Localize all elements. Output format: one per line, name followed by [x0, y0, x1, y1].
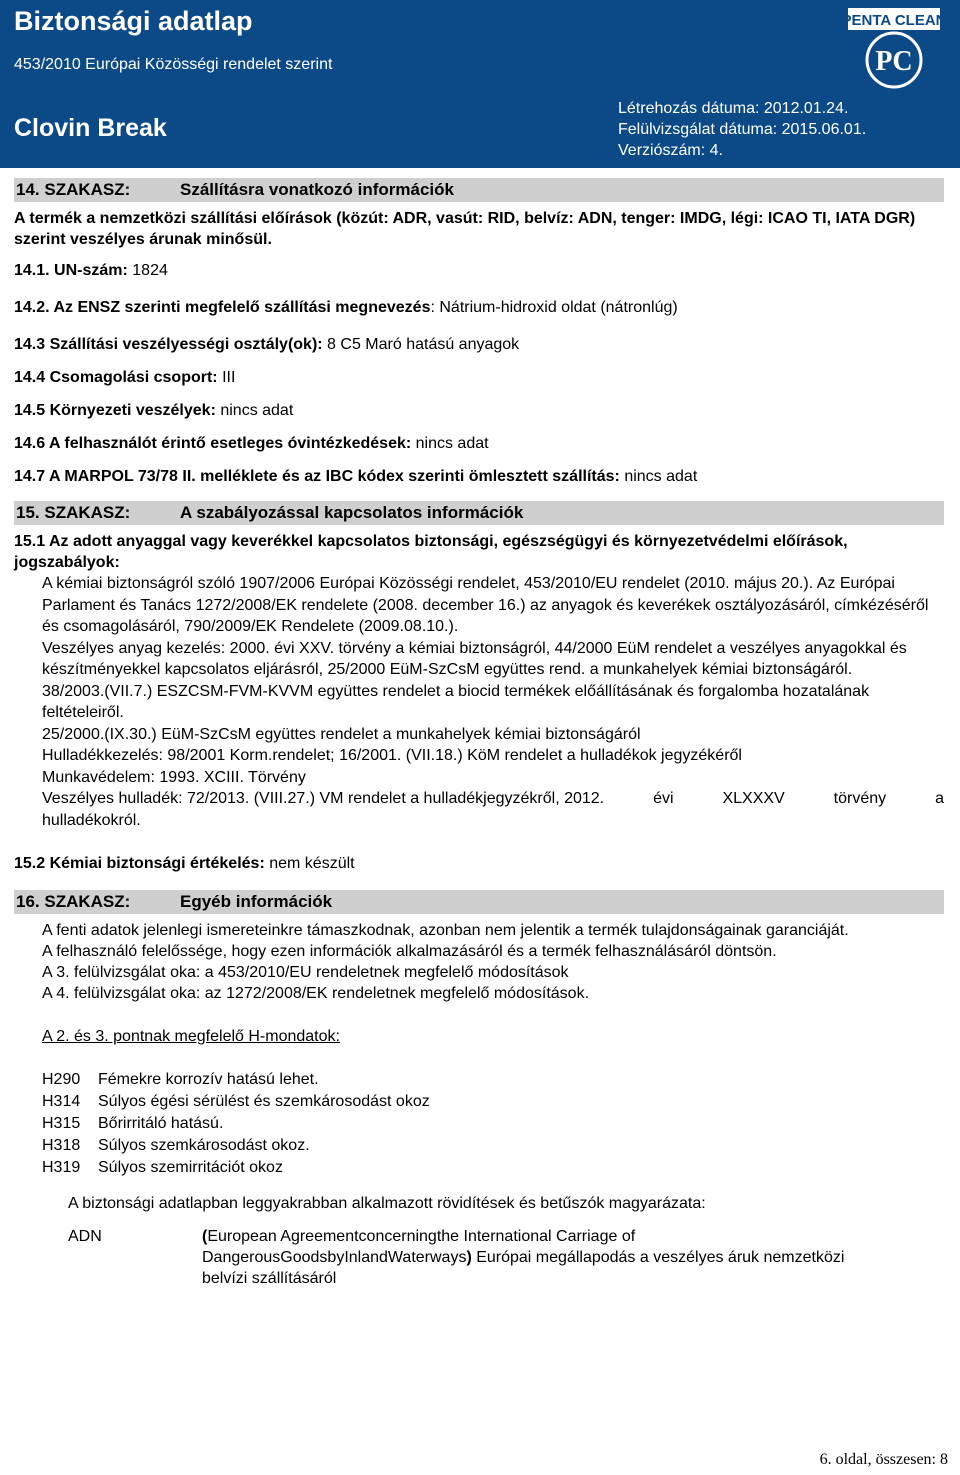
item-label: 15.2 Kémiai biztonsági értékelés: — [14, 855, 265, 872]
info-paragraph: A felhasználó felelőssége, hogy ezen információk alkalmazásáról és a termék felhasználásáról döntsön. — [42, 943, 777, 960]
regulation-part: Veszélyes hulladék: 72/2013. (VIII.27.) VM rendelet a hulladékjegyzékről, 2012. — [42, 790, 605, 807]
item-label: 14.7 A MARPOL 73/78 II. melléklete és az IBC kódex szerinti ömlesztett szállítás: — [14, 468, 620, 485]
h-text: Bőrirritáló hatású. — [98, 1115, 224, 1132]
h-text: Fémekre korrozív hatású lehet. — [98, 1071, 319, 1088]
regulation-part: a — [935, 790, 944, 807]
regulations-heading: 15.1 Az adott anyaggal vagy keverékkel kapcsolatos biztonsági, egészségügyi és környezetvédelmi előírások, jogszabályok: — [14, 533, 848, 571]
item-14-4 — [14, 367, 944, 388]
regulation-text: 38/2003.(VII.7.) ESZCSM-FVM-KVVM együttes rendelet a biocid termékek előállításának és forgalomba hozatalának feltételeiről. — [42, 682, 870, 721]
section-15-header — [14, 501, 944, 525]
abbreviations-title: A biztonsági adatlapban leggyakrabban alkalmazott rövidítések és betűszók magyarázata: — [68, 1195, 706, 1212]
h-code: H319 — [42, 1159, 81, 1176]
h-code: H290 — [42, 1071, 81, 1088]
reviewed-date: Felülvizsgálat dátuma: 2015.06.01. — [618, 121, 867, 138]
document-header — [0, 0, 960, 168]
section-title: Szállításra vonatkozó információk — [180, 180, 454, 199]
product-name: Clovin Break — [14, 114, 167, 142]
created-date: Létrehozás dátuma: 2012.01.24. — [618, 100, 849, 117]
info-paragraph: A 4. felülvizsgálat oka: az 1272/2008/EK rendeletnek megfelelő módosítások. — [42, 985, 590, 1002]
h-statement-row — [14, 1157, 944, 1179]
item-14-2 — [14, 297, 944, 318]
item-value: nem készült — [264, 855, 355, 872]
regulations-list — [14, 573, 944, 831]
item-value: nincs adat — [411, 435, 489, 452]
section-number: 14. SZAKASZ: — [16, 180, 131, 199]
item-14-3 — [14, 334, 944, 355]
penta-clean-logo-icon — [842, 4, 946, 90]
item-label: 14.2. Az ENSZ szerinti megfelelő szállítási megnevezés — [14, 299, 431, 316]
item-value: III — [217, 369, 236, 386]
section-title: Egyéb információk — [180, 892, 333, 911]
h-statement-row — [14, 1091, 944, 1113]
h-statement-row — [14, 1113, 944, 1135]
regulation-part: XLXXXV — [722, 790, 785, 807]
item-15-2 — [14, 853, 944, 874]
regulation-text: 25/2000.(IX.30.) EüM-SzCsM együttes rendelet a munkahelyek kémiai biztonságáról — [42, 725, 641, 743]
section-16-header — [14, 890, 944, 914]
regulation-text: Veszélyes anyag kezelés: 2000. évi XXV. törvény a kémiai biztonságról, 44/2000 EüM rendelet a veszélyes anyagokkal és készítményekkel kapcsolatos eljárásról, 25/2000 EüM-SzCsM együttes rend. a munkahelyek kémiai biztonságáról. — [42, 639, 907, 678]
item-value: : Nátrium-hidroxid oldat (nátronlúg) — [430, 299, 678, 316]
abbreviation-key: ADN — [68, 1228, 102, 1245]
h-code: H314 — [42, 1093, 81, 1110]
section-number: 16. SZAKASZ: — [16, 892, 131, 911]
abbreviation-row — [14, 1226, 944, 1289]
regulation-part: törvény — [833, 790, 887, 807]
item-label: 14.3 Szállítási veszélyességi osztály(ok): — [14, 336, 323, 353]
h-statements-list — [14, 1069, 944, 1179]
h-statement-row — [14, 1069, 944, 1091]
h-text: Súlyos szemirritációt okoz — [98, 1159, 283, 1176]
logo-text: PENTA CLEAN — [842, 12, 946, 29]
item-value: 8 C5 Maró hatású anyagok — [322, 336, 520, 353]
info-paragraph: A 3. felülvizsgálat oka: a 453/2010/EU rendeletnek megfelelő módosítások — [42, 964, 569, 981]
h-text: Súlyos égési sérülést és szemkárosodást okoz — [98, 1093, 430, 1110]
document-title: Biztonsági adatlap — [14, 6, 253, 36]
item-value: 1824 — [127, 262, 168, 279]
item-value: nincs adat — [619, 468, 698, 485]
version-number: Verziószám: 4. — [618, 142, 723, 159]
regulation-text: Munkavédelem: 1993. XCIII. Törvény — [42, 768, 306, 786]
transport-intro: A termék a nemzetközi szállítási előírások (közút: ADR, vasút: RID, belvíz: ADN, tenger: IMDG, légi: ICAO TI, IATA DGR) szerint veszélyes árunak minősül. — [14, 210, 916, 248]
item-14-5 — [14, 400, 944, 421]
section-title: A szabályozással kapcsolatos információk — [180, 503, 524, 522]
regulation-subtitle: 453/2010 Európai Közösségi rendelet szerint — [14, 56, 333, 73]
info-paragraph: A fenti adatok jelenlegi ismereteinkre támaszkodnak, azonban nem jelentik a termék tulajdonságainak garanciáját. — [42, 922, 849, 939]
document-body — [14, 170, 944, 1289]
regulation-text — [42, 788, 944, 810]
item-value: nincs adat — [215, 402, 294, 419]
logo-initials: PC — [875, 46, 913, 77]
abbreviation-hungarian: Európai megállapodás a veszélyes áruk nemzetközi belvízi szállításáról — [202, 1249, 845, 1287]
other-info — [14, 920, 944, 1004]
regulation-text: hulladékokról. — [42, 811, 141, 829]
h-statements-title — [14, 1026, 944, 1047]
regulation-part: évi — [653, 790, 674, 807]
item-label: 14.4 Csomagolási csoport: — [14, 369, 218, 386]
page-number: 6. oldal, összesen: 8 — [819, 1451, 948, 1468]
item-label: 14.1. UN-szám: — [14, 262, 128, 279]
abbreviation-english: European Agreementconcerningthe International Carriage of DangerousGoodsbyInlandWaterways — [202, 1228, 636, 1266]
abbreviation-value: (European Agreementconcerningthe International Carriage of DangerousGoodsbyInlandWaterways) Európai megállapodás a veszélyes áruk nemzetközi belvízi szállításáról — [202, 1228, 845, 1287]
regulation-text: Hulladékkezelés: 98/2001 Korm.rendelet; 16/2001. (VII.18.) KöM rendelet a hulladékok jegyzékéről — [42, 747, 742, 764]
section-14-header — [14, 178, 944, 202]
h-text: Súlyos szemkárosodást okoz. — [98, 1137, 310, 1154]
document-dates — [618, 98, 866, 161]
regulation-text: A kémiai biztonságról szóló 1907/2006 Európai Közösségi rendelet, 453/2010/EU rendelet (2010. május 20.). Az Európai Parlament és Tanács 1272/2008/EK rendelete (2008. december 16.) az anyagok és keverékek osztályozásáról, címkézéséről és csomagolásáról, 790/2009/EK Rendelete (2009.08.10.). — [42, 575, 929, 635]
item-14-1 — [14, 260, 944, 281]
item-14-6 — [14, 433, 944, 454]
h-code: H318 — [42, 1137, 81, 1154]
h-statement-row — [14, 1135, 944, 1157]
h-code: H315 — [42, 1115, 81, 1132]
h-statements-title-text: A 2. és 3. pontnak megfelelő H-mondatok: — [42, 1028, 340, 1045]
item-label: 14.5 Környezeti veszélyek: — [14, 402, 216, 419]
item-label: 14.6 A felhasználót érintő esetleges óvintézkedések: — [14, 435, 412, 452]
section-number: 15. SZAKASZ: — [16, 503, 131, 522]
item-14-7 — [14, 466, 944, 487]
